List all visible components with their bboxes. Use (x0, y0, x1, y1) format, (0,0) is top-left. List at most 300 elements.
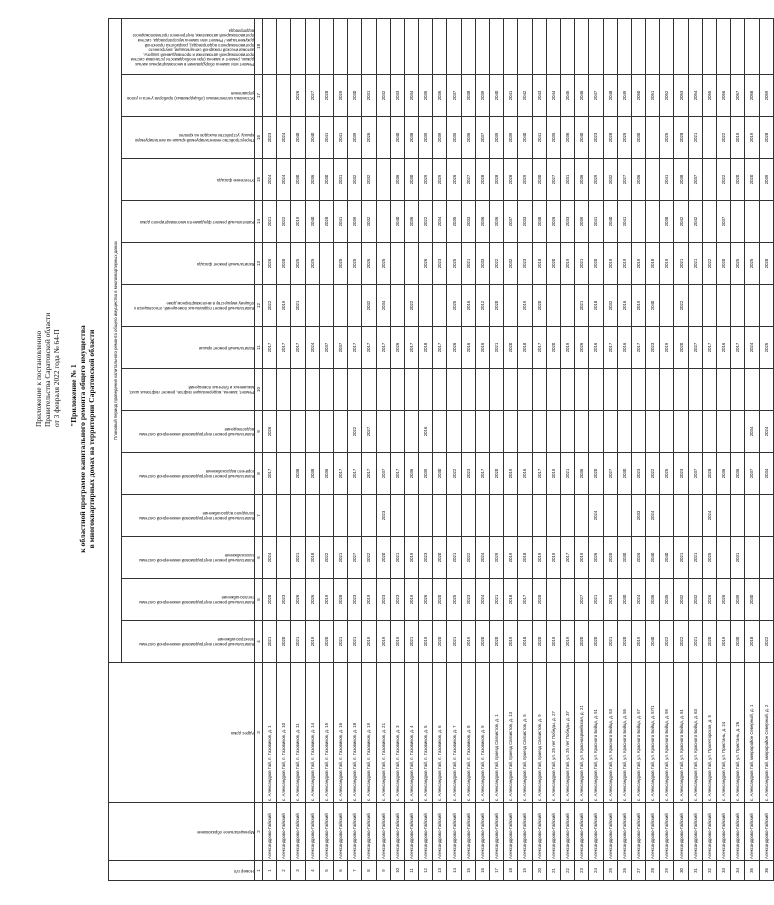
cell-year: 2019 (631, 285, 645, 327)
cell-year: 2040 (646, 537, 660, 579)
cell-year (631, 411, 645, 453)
cell-year: 2025 (702, 537, 716, 579)
cell-year (717, 285, 731, 327)
cell-year (589, 18, 603, 74)
cell-year: 2020 (745, 159, 759, 201)
cell-year: 2037 (745, 453, 759, 495)
cell-address: с. Александров Гай, п. Газовиков, д. 8 (461, 663, 475, 803)
cell-year: 2020 (589, 243, 603, 285)
cell-year: 2028 (319, 201, 333, 243)
cell-year: 2021 (575, 243, 589, 285)
table-row (305, 18, 319, 880)
cell-year: 2040 (291, 117, 305, 159)
cell-number: 24 (589, 861, 603, 881)
cell-year: 2036 (461, 117, 475, 159)
cell-year (390, 18, 404, 74)
table-row (433, 18, 447, 880)
cell-address: с. Александров Гай, п. Газовиков, д. 7 (447, 663, 461, 803)
cell-year: 2026 (291, 579, 305, 621)
cell-year (646, 369, 660, 411)
cell-year: 2030 (404, 159, 418, 201)
cell-year: 2040 (518, 117, 532, 159)
cell-year (475, 18, 489, 74)
cell-year: 2055 (702, 75, 716, 117)
header-work-type (122, 201, 255, 243)
cell-year (660, 495, 674, 537)
cell-year: 2039 (575, 201, 589, 243)
cell-address: с. Александров Гай, ул. Красного Бойца, д. 59 (660, 663, 674, 803)
header-planned-period: Плановый период проведения капитального ремонта общего имущества в многоквартирных домах (109, 18, 122, 662)
cell-number: 16 (475, 861, 489, 881)
header-work-type-text: Капитальный ремонт внутридомовой инженерной системы водоотведения (138, 427, 254, 438)
cell-year: 2020 (490, 453, 504, 495)
column-number: 14 (255, 201, 263, 243)
cell-year (319, 495, 333, 537)
cell-year: 2035 (447, 117, 461, 159)
cell-year: 2054 (688, 75, 702, 117)
cell-year: 2024 (475, 579, 489, 621)
cell-year: 2019 (362, 621, 376, 663)
cell-year: 2027 (575, 579, 589, 621)
cell-year: 2040 (646, 621, 660, 663)
table-row (291, 18, 305, 880)
table-row (660, 18, 674, 880)
cell-number: 1 (263, 861, 277, 881)
cell-year: 2016 (617, 285, 631, 327)
cell-year: 2020 (277, 621, 291, 663)
cell-number: 33 (717, 861, 731, 881)
cell-municipality: Александрово-Гайский (731, 803, 745, 861)
cell-year (504, 18, 518, 74)
table-row (390, 18, 404, 880)
cell-address: с. Александров Гай, ул. Красного Бойца, д. 63 (688, 663, 702, 803)
cell-year (348, 369, 362, 411)
cell-year: 2039 (433, 117, 447, 159)
cell-year (319, 285, 333, 327)
cell-year (362, 369, 376, 411)
cell-year: 2039 (348, 201, 362, 243)
cell-year: 2039 (475, 75, 489, 117)
header-work-type-text: Капитальный ремонт внутридомовой инженерной системы теплоснабжения (138, 595, 254, 606)
cell-year: 2020 (575, 621, 589, 663)
cell-year: 2039 (419, 117, 433, 159)
cell-municipality: Александрово-Гайский (589, 803, 603, 861)
cell-year: 2028 (277, 243, 291, 285)
cell-year: 2022 (348, 411, 362, 453)
cell-year: 2025 (447, 579, 461, 621)
cell-year: 2029 (589, 159, 603, 201)
cell-year: 2026 (390, 327, 404, 369)
cell-year: 2020 (674, 327, 688, 369)
cell-address: с. Александров Гай, ул. Красного Бойца, д. 61 (674, 663, 688, 803)
cell-number: 14 (447, 861, 461, 881)
cell-year: 2016 (518, 453, 532, 495)
cell-year (603, 18, 617, 74)
cell-address: с. Александров Гай, п. Газовиков, д. 14 (305, 663, 319, 803)
cell-year: 2026 (263, 411, 277, 453)
cell-number: 32 (702, 861, 716, 881)
cell-address: с. Александров Гай, п. Газовиков, д. 1 (263, 663, 277, 803)
cell-year: 2028 (475, 159, 489, 201)
cell-year (390, 495, 404, 537)
cell-number: 3 (291, 861, 305, 881)
cell-year (532, 411, 546, 453)
cell-year: 2030 (532, 159, 546, 201)
cell-year (490, 18, 504, 74)
cell-year: 2020 (589, 621, 603, 663)
cell-year: 2034 (745, 411, 759, 453)
cell-year: 2019 (404, 579, 418, 621)
cell-year: 2021 (560, 453, 574, 495)
cell-municipality: Александрово-Гайский (603, 803, 617, 861)
cell-year: 2019 (504, 621, 518, 663)
cell-year (362, 18, 376, 74)
cell-year: 2040 (646, 285, 660, 327)
table-row (475, 18, 489, 880)
cell-year (702, 159, 716, 201)
cell-year: 2032 (504, 243, 518, 285)
cell-address: с. Александров Гай, ул. Красноармейская, д. 21 (575, 663, 589, 803)
cell-year (631, 201, 645, 243)
cell-year (348, 285, 362, 327)
cell-number: 28 (646, 861, 660, 881)
table-row (490, 18, 504, 880)
header-work-type (122, 453, 255, 495)
cell-year: 2033 (631, 495, 645, 537)
cell-year (504, 369, 518, 411)
cell-year: 2034 (404, 75, 418, 117)
cell-year: 2017 (263, 327, 277, 369)
cell-address: с. Александров Гай, п. Газовиков, д. 16 (333, 663, 347, 803)
cell-year: 2020 (263, 579, 277, 621)
cell-year: 2020 (433, 621, 447, 663)
cell-year (419, 495, 433, 537)
cell-year: 2020 (532, 285, 546, 327)
cell-year: 2023 (646, 327, 660, 369)
cell-year: 2033 (461, 201, 475, 243)
cell-year: 2023 (376, 579, 390, 621)
cell-municipality: Александрово-Гайский (560, 803, 574, 861)
cell-year (646, 411, 660, 453)
table-row (646, 18, 660, 880)
cell-year (419, 369, 433, 411)
cell-year: 2017 (348, 327, 362, 369)
cell-year: 2018 (589, 285, 603, 327)
cell-year: 2037 (333, 327, 347, 369)
table-row (319, 18, 333, 880)
cell-year: 2021 (291, 621, 305, 663)
cell-year (617, 411, 631, 453)
cell-year: 2022 (319, 537, 333, 579)
cell-year (404, 243, 418, 285)
table-title-2: в многоквартирных домах на территории Саратовской области (87, 329, 96, 549)
cell-year: 2020 (546, 327, 560, 369)
cell-year (646, 201, 660, 243)
cell-year: 2025 (660, 117, 674, 159)
cell-address: с. Александров Гай, п. Газовиков, д. 18 (348, 663, 362, 803)
cell-year: 2021 (575, 285, 589, 327)
header-work-type-text: Капитальный ремонт фасада (196, 261, 254, 267)
cell-year: 2024 (277, 159, 291, 201)
cell-year: 2026 (589, 537, 603, 579)
cell-address: с. Александров Гай, п. Газовиков, д. 4 (404, 663, 418, 803)
cell-year: 2028 (532, 579, 546, 621)
cell-year: 2041 (333, 201, 347, 243)
cell-year: 2024 (745, 327, 759, 369)
cell-year: 2022 (419, 201, 433, 243)
cell-municipality: Александрово-Гайский (631, 803, 645, 861)
cell-year (419, 18, 433, 74)
cell-year (702, 18, 716, 74)
cell-year (461, 369, 475, 411)
cell-year: 2059 (759, 75, 773, 117)
cell-year: 2018 (518, 327, 532, 369)
cell-address: с. Александров Гай, п. Газовиков, д. 5 (419, 663, 433, 803)
cell-address: с. Александров Гай, ул. Красного Бойца, д. 57 (631, 663, 645, 803)
cell-year (759, 495, 773, 537)
cell-address: с. Александров Гай, ул. Красного Бойца, д. 57/1 (646, 663, 660, 803)
cell-year: 2039 (419, 453, 433, 495)
table-header (109, 18, 263, 880)
cell-year: 2018 (745, 621, 759, 663)
table-row (333, 18, 347, 880)
cell-year: 2029 (419, 159, 433, 201)
cell-year: 2019 (560, 243, 574, 285)
cell-year: 2028 (603, 117, 617, 159)
cell-year (532, 495, 546, 537)
table-row (560, 18, 574, 880)
cell-year: 2019 (362, 579, 376, 621)
cell-year (546, 285, 560, 327)
cell-year (518, 369, 532, 411)
cell-year: 2032 (348, 159, 362, 201)
column-number: 3 (255, 663, 263, 803)
cell-year (731, 495, 745, 537)
cell-year: 2017 (603, 327, 617, 369)
cell-year (546, 411, 560, 453)
column-number: 2 (255, 803, 263, 861)
cell-number: 8 (362, 861, 376, 881)
header-work-type (122, 621, 255, 663)
cell-year (745, 495, 759, 537)
cell-year: 2023 (518, 243, 532, 285)
cell-year: 2058 (745, 75, 759, 117)
cell-year (390, 411, 404, 453)
cell-year: 2019 (419, 621, 433, 663)
cell-year: 2020 (589, 453, 603, 495)
cell-address: с. Александров Гай, микрорайон Северный, д. 2 (759, 663, 773, 803)
cell-year: 2041 (660, 159, 674, 201)
cell-municipality: Александрово-Гайский (617, 803, 631, 861)
cell-year: 2053 (674, 75, 688, 117)
cell-year: 2020 (433, 579, 447, 621)
cell-address: с. Александров Гай, ул. Пролетарская, д. 5 (702, 663, 716, 803)
cell-year (731, 285, 745, 327)
cell-year: 2037 (319, 327, 333, 369)
cell-year (660, 285, 674, 327)
cell-year: 2023 (376, 495, 390, 537)
cell-year (404, 495, 418, 537)
cell-year (333, 411, 347, 453)
cell-address: с. Александров Гай, проезд Связистов, д. 13 (504, 663, 518, 803)
cell-municipality: Александрово-Гайский (447, 803, 461, 861)
cell-year (759, 285, 773, 327)
cell-municipality: Александрово-Гайский (717, 803, 731, 861)
cell-year: 2051 (646, 75, 660, 117)
cell-year: 2026 (447, 159, 461, 201)
table-row (759, 18, 773, 880)
column-number: 15 (255, 159, 263, 201)
header-work-type-text: Капитальный ремонт фундамента многоквартирного дома (140, 219, 254, 225)
cell-number: 25 (603, 861, 617, 881)
cell-number: 31 (688, 861, 702, 881)
header-work-type (122, 243, 255, 285)
cell-year: 2017 (348, 453, 362, 495)
cell-year (475, 495, 489, 537)
cell-municipality: Александрово-Гайский (532, 803, 546, 861)
cell-municipality: Александрово-Гайский (362, 803, 376, 861)
cell-year (490, 369, 504, 411)
cell-year: 2029 (490, 537, 504, 579)
table-row (518, 18, 532, 880)
cell-year: 2041 (617, 201, 631, 243)
cell-year: 2027 (348, 537, 362, 579)
cell-year: 2030 (745, 579, 759, 621)
column-number: 13 (255, 243, 263, 285)
cell-year: 2035 (660, 579, 674, 621)
cell-year: 2021 (291, 285, 305, 327)
cell-year (277, 369, 291, 411)
cell-year (277, 411, 291, 453)
cell-year: 2039 (490, 117, 504, 159)
cell-year (674, 411, 688, 453)
cell-year (447, 495, 461, 537)
cell-number: 5 (319, 861, 333, 881)
column-number: 8 (255, 453, 263, 495)
cell-year: 2016 (717, 327, 731, 369)
cell-year (404, 18, 418, 74)
cell-number: 29 (660, 861, 674, 881)
cell-year: 2019 (660, 243, 674, 285)
cell-year (333, 285, 347, 327)
cell-number: 15 (461, 861, 475, 881)
cell-year: 2036 (490, 201, 504, 243)
cell-year (731, 201, 745, 243)
cell-year (447, 369, 461, 411)
cell-year: 2021 (490, 327, 504, 369)
cell-year: 2042 (518, 75, 532, 117)
cell-year: 2020 (532, 621, 546, 663)
cell-number: 17 (490, 861, 504, 881)
cell-year: 2036 (560, 117, 574, 159)
cell-year: 2019 (660, 327, 674, 369)
cell-year: 2036 (631, 159, 645, 201)
cell-year (319, 243, 333, 285)
cell-year: 2024 (589, 495, 603, 537)
cell-year: 2036 (475, 201, 489, 243)
cell-year (603, 495, 617, 537)
cell-year: 2026 (717, 579, 731, 621)
cell-address: с. Александров Гай, микрорайон Северный, д. 1 (745, 663, 759, 803)
cell-year: 2023 (390, 579, 404, 621)
cell-year: 2017 (731, 327, 745, 369)
cell-year: 2037 (447, 75, 461, 117)
cell-year: 2036 (404, 453, 418, 495)
cell-year: 2027 (603, 453, 617, 495)
cell-year: 2026 (305, 579, 319, 621)
table-row (404, 18, 418, 880)
cell-year: 2022 (461, 537, 475, 579)
cell-year: 2030 (319, 159, 333, 201)
table-row (575, 18, 589, 880)
cell-year: 2036 (646, 579, 660, 621)
cell-number: 36 (759, 861, 773, 881)
cell-municipality: Александрово-Гайский (702, 803, 716, 861)
cell-year: 2032 (362, 159, 376, 201)
cell-year: 2021 (263, 621, 277, 663)
cell-year (702, 117, 716, 159)
cell-year (560, 579, 574, 621)
header-work-type-text: Капитальный ремонт подвальных помещений, относящихся к общему имуществу в многоквартирном доме (133, 301, 254, 312)
cell-year: 2021 (390, 537, 404, 579)
cell-year: 2036 (390, 159, 404, 201)
cell-year: 2039 (348, 117, 362, 159)
cell-year: 2017 (532, 327, 546, 369)
table-row (731, 18, 745, 880)
cell-year (376, 369, 390, 411)
cell-municipality: Александрово-Гайский (646, 803, 660, 861)
cell-year: 2017 (404, 327, 418, 369)
cell-year (717, 411, 731, 453)
cell-address: с. Александров Гай, п. Газовиков, д. 6 (433, 663, 447, 803)
table-row (688, 18, 702, 880)
cell-year (277, 495, 291, 537)
cell-year (759, 369, 773, 411)
repair-schedule-table (108, 18, 774, 881)
cell-year: 2029 (433, 159, 447, 201)
cell-year (688, 285, 702, 327)
cell-year (717, 369, 731, 411)
cell-year: 2024 (263, 537, 277, 579)
cell-year: 2019 (277, 285, 291, 327)
table-row (603, 18, 617, 880)
cell-year: 2024 (646, 495, 660, 537)
cell-number: 23 (575, 861, 589, 881)
table-row (419, 18, 433, 880)
cell-year (263, 495, 277, 537)
cell-address: с. Александров Гай, проезд Связистов, д. 5 (518, 663, 532, 803)
cell-year: 2018 (532, 243, 546, 285)
column-number: 4 (255, 621, 263, 663)
table-row (589, 18, 603, 880)
cell-address: с. Александров Гай, п. Газовиков, д. 15 (319, 663, 333, 803)
cell-year (305, 369, 319, 411)
cell-year (319, 18, 333, 74)
cell-municipality: Александрово-Гайский (277, 803, 291, 861)
cell-year (433, 285, 447, 327)
cell-number: 6 (333, 861, 347, 881)
column-number: 11 (255, 327, 263, 369)
cell-year: 2034 (433, 201, 447, 243)
cell-year: 2021 (348, 621, 362, 663)
cell-year: 2019 (390, 621, 404, 663)
cell-year: 2020 (717, 243, 731, 285)
cell-year: 2036 (433, 75, 447, 117)
column-number: 7 (255, 495, 263, 537)
cell-year: 2036 (305, 159, 319, 201)
cell-address: с. Александров Гай, п. Газовиков, д. 19 (362, 663, 376, 803)
cell-year: 2040 (490, 75, 504, 117)
